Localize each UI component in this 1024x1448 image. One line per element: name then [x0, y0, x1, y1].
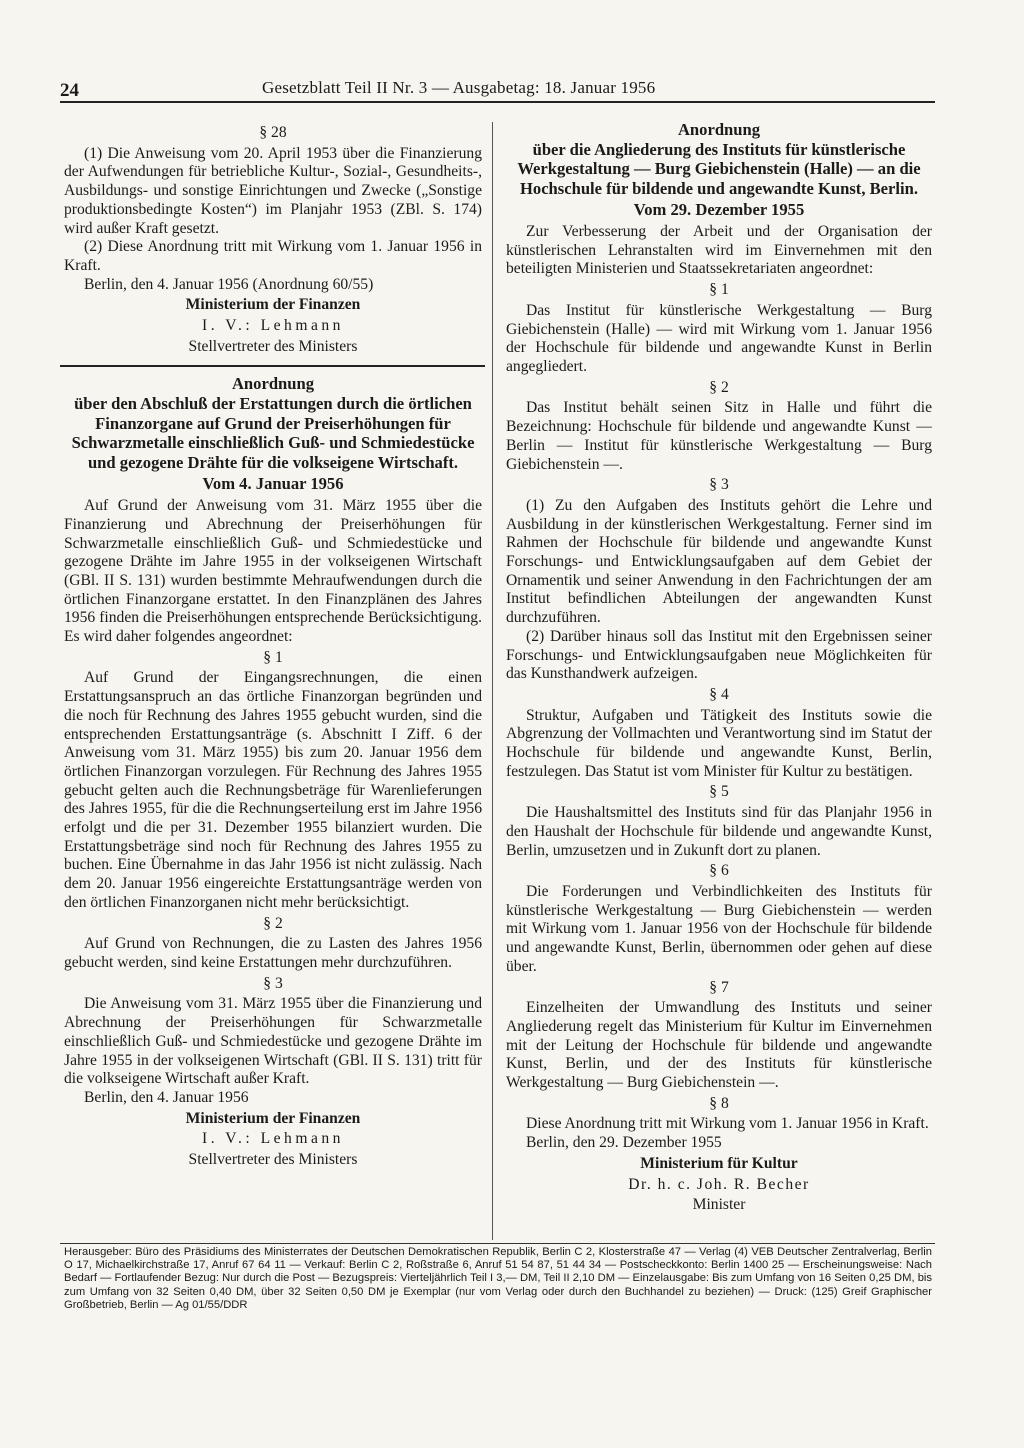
section-28: § 28 — [259, 124, 287, 141]
order-1-intro: Auf Grund der Anweisung vom 31. März 1955 über die Finanzierung und Abrechnung der Preiserhöhungen für Schwarzmetalle einschließlich Guß- und Schmiedestücke und gezogene Drähte im Jahre 1955 in der volkseigenen Wirtschaft (GBl. II S. 131) wurden bestimmte Mehraufwendungen durch die örtlichen Finanzorgane erstattet. In den Finanzplänen des Jahres 1956 finden die Preiserhöhungen entsprechende Berücksichtigung. Es wird daher folgendes angeordnet: — [64, 497, 482, 646]
order-2-s7-text: Einzelheiten der Umwandlung des Instituts und seiner Angliederung regelt das Ministerium für Kultur im Einvernehmen mit der Leitung der Hochschule für bildende und angewandte Kunst, Berlin, und der des Instituts für künstlerische Werkgestaltung — Burg Giebichenstein —. — [506, 999, 932, 1092]
s28-signature: I. V.: Lehmann — [202, 317, 344, 335]
order-2-s4: § 4 — [709, 685, 729, 703]
s28-paragraph-1: (1) Die Anweisung vom 20. April 1953 über die Finanzierung der Aufwendungen für betriebliche Kultur-, Sozial-, Gesundheits-, Ausbildungs- und sonstige Einrichtungen und Zwecke („Sonstige produktionsbedingte Kosten“) im Planjahr 1953 (ZBl. S. 174) wird außer Kraft gesetzt. — [64, 144, 482, 237]
imprint-footer — [64, 1246, 932, 1312]
order-2-s3-p2: (2) Darüber hinaus soll das Institut mit den Ergebnissen seiner Forschungs- und Entwicklungsaufgaben neue Möglichkeiten für das Kunsthandwerk aufzeigen. — [506, 627, 932, 683]
order-2-date: Vom 29. Dezember 1955 — [633, 200, 805, 220]
order-2-s1: § 1 — [709, 281, 729, 299]
imprint-text: Herausgeber: Büro des Präsidiums des Ministerrates der Deutschen Demokratischen Republik, Berlin C 2, Klosterstraße 47 — Verlag (4) VEB Deutscher Zentralverlag, Berlin O 17, Michaelkirchstraße 17, Anruf 67 64 11 — Verkauf: Berlin C 2, Roßstraße 6, Anruf 51 54 87, 51 44 34 — Postscheckkonto: Berlin 1400 25 — Erscheinungsweise: Nach Bedarf — Fortlaufender Bezug: Nur durch die Post — Bezugspreis: Vierteljährlich Teil I 3,— DM, Teil II 2,10 DM — Einzelausgabe: Bis zum Umfang von 16 Seiten 0,25 DM, bis zum Umfang von 32 Seiten 0,40 DM, über 32 Seiten 0,50 DM je Exemplar (nur vom Verlag oder durch den Buchhandel zu beziehen) — Druck: (125) Greif Graphischer Großbetrieb, Berlin — Ag 01/55/DDR — [64, 1246, 932, 1311]
order-1-s1-text: Auf Grund der Eingangsrechnungen, die einen Erstattungsanspruch an das örtliche Finanzorgan begründen und die noch für Rechnung des Jahres 1955 gebucht wurden, sind die entsprechenden Erstattungsanträge (s. Abschnitt I Ziff. 6 der Anweisung vom 31. März 1955) bis zum 20. Januar 1956 dem örtlichen Finanzorgan vorzulegen. Für Rechnung des Jahres 1955 gebucht gelten auch die Rechnungsbeträge für Warenlieferungen des Jahres 1955, für die die Rechnungserteilung erst im Jahre 1956 erfolgt und die per 31. Dezember 1955 bilanziert wurden. Die Erstattungsbeträge sind noch für Rechnung des Jahres 1955 zu buchen. Eine Übernahme in das Jahr 1956 ist nicht zulässig. Nach dem 20. Januar 1956 eingereichte Erstattungsanträge werden von den örtlichen Finanzorganen nicht mehr berücksichtigt. — [64, 669, 482, 911]
order-2-intro: Zur Verbesserung der Arbeit und der Organisation der künstlerischen Lehranstalten wird im Einvernehmen mit den beteiligten Ministerien und Staatssekretariaten angeordnet: — [506, 223, 932, 278]
s28-place-date: Berlin, den 4. Januar 1956 (Anordnung 60/55) — [84, 275, 374, 293]
order-2-s1-text: Das Institut für künstlerische Werkgestaltung — Burg Giebichenstein (Halle) — wird mit Wirkung vom 1. Januar 1956 der Hochschule für bildende und angewandte Kunst in Berlin angegliedert. — [506, 301, 932, 375]
order-2-s5: § 5 — [709, 783, 729, 801]
order-2-s8-text: Diese Anordnung tritt mit Wirkung vom 1. Januar 1956 in Kraft. — [526, 1115, 929, 1133]
order-1-s2-text: Auf Grund von Rechnungen, die zu Lasten des Jahres 1956 gebucht werden, sind keine Erstattungen mehr durchzuführen. — [64, 935, 482, 971]
column-divider — [492, 122, 493, 1240]
order-1-s3: § 3 — [263, 974, 283, 992]
order-2-title-label: Anordnung — [677, 120, 761, 139]
order-1-s2: § 2 — [263, 914, 283, 932]
order-2-s6: § 6 — [709, 862, 729, 880]
order-1-place-date: Berlin, den 4. Januar 1956 — [84, 1088, 249, 1106]
order-1-s3-text: Die Anweisung vom 31. März 1955 über die Finanzierung und Abrechnung der Preiserhöhungen für Schwarzmetalle einschließlich Guß- und Schmiedestücke und gezogene Drähte im Jahre 1955 in der volkseigenen Wirtschaft (GBl. II S. 131) tritt für die volkseigene Wirtschaft außer Kraft. — [64, 995, 482, 1088]
s28-paragraph-2: (2) Diese Anordnung tritt mit Wirkung vom 1. Januar 1956 in Kraft. — [64, 238, 482, 274]
order-2-s2-text: Das Institut behält seinen Sitz in Halle und führt die Bezeichnung: Hochschule für bildende und angewandte Kunst — Berlin — Institut für künstlerische Werkgestaltung — Burg Giebichenstein —. — [506, 399, 932, 473]
footer-rule — [60, 1243, 935, 1244]
order-2-s8: § 8 — [709, 1094, 729, 1112]
order-2-s7: § 7 — [709, 978, 729, 996]
order-2-signature: Dr. h. c. Joh. R. Becher — [628, 1175, 810, 1193]
order-1-title-label: Anordnung — [231, 374, 315, 394]
s28-role: Stellvertreter des Ministers — [188, 337, 358, 355]
order-1-signature: I. V.: Lehmann — [202, 1130, 344, 1148]
right-column — [506, 120, 932, 1217]
s28-ministry: Ministerium der Finanzen — [185, 296, 361, 314]
order-1-title: über den Abschluß der Erstattungen durch die örtlichen Finanzorgane auf Grund der Preiserhöhungen für Schwarzmetalle einschließlich Guß- und Schmiedestücke und gezogene Drähte für die volkseigene Wirtschaft. — [71, 394, 475, 472]
order-1-s1: § 1 — [263, 648, 283, 666]
order-2-s6-text: Die Forderungen und Verbindlichkeiten des Instituts für künstlerische Werkgestaltung — Burg Giebichenstein — werden mit Wirkung vom 1. Januar 1956 von der Hochschule für bildende und angewandte Kunst, Berlin, übernommen oder gehen auf diese über. — [506, 882, 932, 975]
order-2-s3: § 3 — [709, 476, 729, 494]
left-column — [64, 122, 482, 1172]
order-1-ministry: Ministerium der Finanzen — [185, 1109, 361, 1127]
page-number: 24 — [60, 80, 79, 101]
order-2-s5-text: Die Haushaltsmittel des Instituts sind für das Planjahr 1956 in den Haushalt der Hochschule für bildende und angewandte Kunst, Berlin, umzusetzen und in Zukunft dort zu planen. — [506, 804, 932, 859]
running-header: Gesetzblatt Teil II Nr. 3 — Ausgabetag: 18. Januar 1956 — [262, 78, 656, 97]
left-section-rule — [60, 365, 485, 367]
order-2-s2: § 2 — [709, 378, 729, 396]
order-1-date: Vom 4. Januar 1956 — [202, 474, 344, 494]
order-2-ministry: Ministerium für Kultur — [640, 1154, 798, 1172]
order-2-s3-p1: (1) Zu den Aufgaben des Instituts gehört die Lehre und Ausbildung in der künstlerischen Werkgestaltung. Ferner sind im Rahmen der Hochschule für bildende und angewandte Kunst Forschungs- und Entwicklungsaufgaben auf dem Gebiet der Ornamentik und seiner Anwendung in den Fachrichtungen der am Institut befindlichen Abteilungen der angewandten Kunst durchzuführen. — [506, 496, 932, 627]
order-2-s4-text: Struktur, Aufgaben und Tätigkeit des Instituts sowie die Abgrenzung der Vollmachten und Verantwortung sind im Statut der Hochschule für bildende und angewandte Kunst, Berlin, festzulegen. Das Statut ist vom Minister für Kultur zu bestätigen. — [506, 706, 932, 780]
order-1-role: Stellvertreter des Ministers — [188, 1151, 358, 1169]
header-rule — [60, 101, 935, 103]
order-2-place-date: Berlin, den 29. Dezember 1955 — [526, 1134, 722, 1152]
order-2-role: Minister — [692, 1196, 746, 1214]
order-2-title: über die Angliederung des Instituts für künstlerische Werkgestaltung — Burg Giebichenstein (Halle) — an die Hochschule für bildende und angewandte Kunst, Berlin. — [517, 139, 921, 198]
